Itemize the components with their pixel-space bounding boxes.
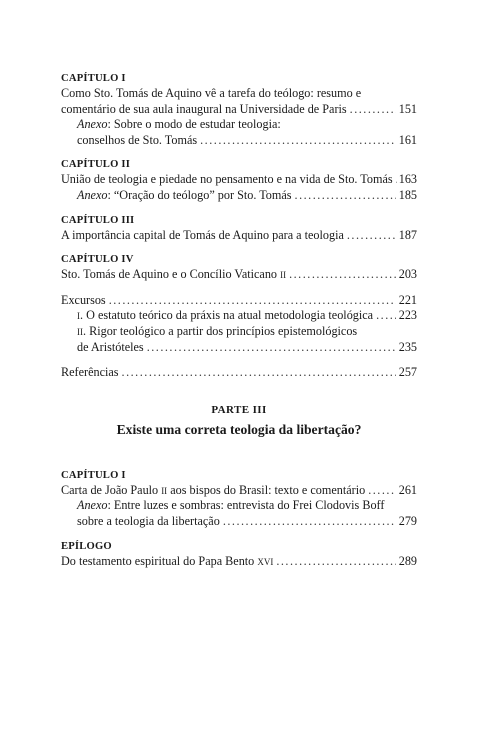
toc-entry <box>61 308 417 324</box>
roman-numeral: i <box>77 308 80 323</box>
toc-section-parte3-capitulo-1 <box>61 469 417 530</box>
annex-text: : Entre luzes e sombras: entrevista do Frei Clodovis Boff <box>107 498 385 513</box>
toc-entry <box>61 554 417 570</box>
toc-entry <box>61 514 417 530</box>
table-of-contents <box>61 72 417 579</box>
page-number: 221 <box>398 292 417 307</box>
page-number: 185 <box>398 187 417 202</box>
leader-dots <box>289 267 396 283</box>
roman-numeral: ii <box>161 482 168 497</box>
toc-section-capitulo-2 <box>61 158 417 203</box>
annex-label: Anexo <box>77 498 108 513</box>
toc-entry <box>61 102 417 118</box>
leader-dots <box>109 293 396 309</box>
leader-dots <box>376 308 396 324</box>
chapter-heading: EPÍLOGO <box>61 540 112 552</box>
toc-entry <box>61 340 417 356</box>
toc-entry <box>61 267 417 283</box>
toc-entry-text: Referências <box>61 365 119 380</box>
toc-entry-text: . O estatuto teórico da práxis na atual metodologia teológica <box>80 308 374 323</box>
leader-dots <box>200 133 396 149</box>
page-number: 279 <box>398 513 417 528</box>
leader-dots <box>295 188 396 204</box>
chapter-heading: CAPÍTULO IV <box>61 254 134 266</box>
page-number: 235 <box>398 339 417 354</box>
toc-entry-text: Sto. Tomás de Aquino e o Concílio Vaticano <box>61 267 278 282</box>
annex-entry-text <box>61 498 417 514</box>
annex-text: conselhos de Sto. Tomás <box>77 132 198 147</box>
toc-entry <box>61 188 417 204</box>
toc-section-capitulo-1 <box>61 72 417 148</box>
annex-text: : Sobre o modo de estudar teologia: <box>107 117 281 132</box>
leader-dots <box>276 554 395 570</box>
page-number: 161 <box>398 132 417 147</box>
roman-numeral: ii <box>77 323 83 338</box>
page-number: 203 <box>398 267 417 282</box>
page-number: 223 <box>398 308 417 323</box>
chapter-heading: CAPÍTULO I <box>61 73 126 84</box>
toc-entry <box>61 172 417 188</box>
toc-entry-referencias <box>61 365 417 381</box>
toc-entry-text: União de teologia e piedade no pensamento e na vida de Sto. Tomás <box>61 172 393 187</box>
leader-dots <box>147 340 396 356</box>
toc-entry-text: aos bispos do Brasil: texto e comentário <box>170 482 366 497</box>
toc-entry-text: Excursos <box>61 292 106 307</box>
toc-entry <box>61 228 417 244</box>
chapter-heading: CAPÍTULO III <box>61 214 135 226</box>
toc-entry-text: Carta de João Paulo <box>61 482 159 497</box>
leader-dots <box>122 365 396 381</box>
leader-dots <box>223 514 396 530</box>
toc-section-excursos <box>61 293 417 355</box>
toc-section-epilogo <box>61 540 417 570</box>
leader-dots <box>368 483 396 499</box>
toc-entry <box>61 293 417 309</box>
toc-entry <box>61 483 417 499</box>
toc-section-capitulo-3 <box>61 214 417 244</box>
toc-entry-text: comentário de sua aula inaugural na Universidade de Paris <box>61 101 347 116</box>
page-number: 187 <box>398 227 417 242</box>
annex-entry-text <box>61 117 417 133</box>
annex-label: Anexo <box>77 187 108 202</box>
page-number: 151 <box>398 101 417 116</box>
leader-dots <box>347 228 396 244</box>
page-number: 289 <box>398 553 417 568</box>
page-number: 257 <box>398 365 417 380</box>
toc-entry-text: . Rigor teológico a partir dos princípios epistemológicos <box>83 323 358 338</box>
roman-numeral: ii <box>280 267 287 282</box>
chapter-heading: CAPÍTULO II <box>61 159 131 171</box>
toc-entry <box>61 133 417 149</box>
part-title: Existe uma correta teologia da libertação? <box>116 421 362 437</box>
toc-entry-text: Como Sto. Tomás de Aquino vê a tarefa do teólogo: resumo e <box>61 86 362 100</box>
page-number: 261 <box>398 482 417 497</box>
page-number: 163 <box>398 172 417 187</box>
roman-numeral: xvi <box>257 553 274 568</box>
annex-text: sobre a teologia da libertação <box>77 513 220 528</box>
toc-entry-text: de Aristóteles <box>77 339 144 354</box>
chapter-heading: CAPÍTULO I <box>61 469 126 481</box>
toc-entry-text: Do testamento espiritual do Papa Bento <box>61 553 255 568</box>
toc-section-capitulo-4 <box>61 253 417 283</box>
annex-label: Anexo <box>77 117 108 132</box>
toc-entry-text: A importância capital de Tomás de Aquino para a teologia <box>61 227 344 242</box>
annex-text: : “Oração do teólogo” por Sto. Tomás <box>107 187 292 202</box>
toc-entry-text <box>61 324 417 340</box>
leader-dots <box>350 102 396 118</box>
part-label: PARTE III <box>211 403 267 416</box>
